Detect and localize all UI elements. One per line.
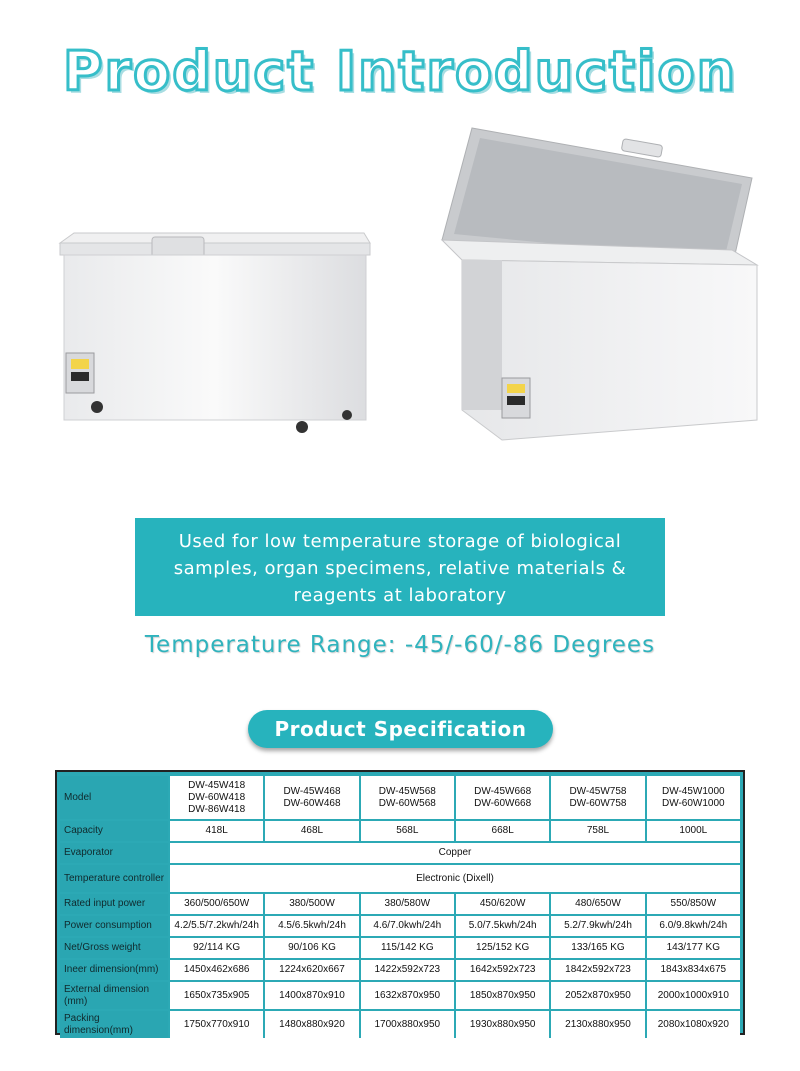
spec-cell: 115/142 KG bbox=[359, 938, 454, 958]
spec-cell: DW-45W1000 DW-60W1000 bbox=[645, 776, 740, 819]
spec-cell: 143/177 KG bbox=[645, 938, 740, 958]
spec-cell: 550/850W bbox=[645, 894, 740, 914]
spec-row bbox=[60, 982, 740, 1009]
spec-row bbox=[60, 894, 740, 914]
spec-cell: 2080x1080x920 bbox=[645, 1011, 740, 1038]
spec-cell: DW-45W418 DW-60W418 DW-86W418 bbox=[168, 776, 263, 819]
spec-row bbox=[60, 821, 740, 841]
spec-cell: 568L bbox=[359, 821, 454, 841]
spec-row bbox=[60, 865, 740, 892]
spec-row-label: Capacity bbox=[60, 821, 168, 841]
spec-cell: 2000x1000x910 bbox=[645, 982, 740, 1009]
spec-cell: 1700x880x950 bbox=[359, 1011, 454, 1038]
spec-cell: 90/106 KG bbox=[263, 938, 358, 958]
spec-heading: Product Specification bbox=[248, 710, 553, 748]
spec-cell: 4.5/6.5kwh/24h bbox=[263, 916, 358, 936]
spec-cell: 1000L bbox=[645, 821, 740, 841]
spec-row-label: Ineer dimension(mm) bbox=[60, 960, 168, 980]
spec-cell: 418L bbox=[168, 821, 263, 841]
spec-cell: Electronic (Dixell) bbox=[168, 865, 740, 892]
spec-cell: 1422x592x723 bbox=[359, 960, 454, 980]
spec-row bbox=[60, 960, 740, 980]
spec-cell: DW-45W668 DW-60W668 bbox=[454, 776, 549, 819]
spec-row bbox=[60, 916, 740, 936]
spec-row-label: Model bbox=[60, 776, 168, 819]
spec-row-label: Rated input power bbox=[60, 894, 168, 914]
spec-row bbox=[60, 938, 740, 958]
spec-row-label: External dimension (mm) bbox=[60, 982, 168, 1009]
spec-row bbox=[60, 1011, 740, 1038]
spec-cell: 468L bbox=[263, 821, 358, 841]
spec-cell: 450/620W bbox=[454, 894, 549, 914]
spec-cell: 1450x462x686 bbox=[168, 960, 263, 980]
spec-cell: 1224x620x667 bbox=[263, 960, 358, 980]
spec-row-label: Evaporator bbox=[60, 843, 168, 863]
spec-cell: 4.6/7.0kwh/24h bbox=[359, 916, 454, 936]
spec-cell: 125/152 KG bbox=[454, 938, 549, 958]
spec-cell: 92/114 KG bbox=[168, 938, 263, 958]
spec-table-container bbox=[55, 770, 745, 1035]
spec-cell: 1843x834x675 bbox=[645, 960, 740, 980]
temperature-range: Temperature Range: -45/-60/-86 Degrees bbox=[144, 632, 656, 658]
spec-cell: 4.2/5.5/7.2kwh/24h bbox=[168, 916, 263, 936]
spec-cell: 1650x735x905 bbox=[168, 982, 263, 1009]
spec-cell: 668L bbox=[454, 821, 549, 841]
spec-row bbox=[60, 843, 740, 863]
spec-cell: 360/500/650W bbox=[168, 894, 263, 914]
spec-cell: 380/500W bbox=[263, 894, 358, 914]
open-freezer-image bbox=[432, 120, 762, 445]
spec-row bbox=[60, 776, 740, 819]
spec-row-label: Net/Gross weight bbox=[60, 938, 168, 958]
page-title: Product Introduction bbox=[62, 40, 738, 103]
spec-cell: 2130x880x950 bbox=[549, 1011, 644, 1038]
spec-cell: 380/580W bbox=[359, 894, 454, 914]
spec-cell: 1642x592x723 bbox=[454, 960, 549, 980]
spec-row-label: Packing dimension(mm) bbox=[60, 1011, 168, 1038]
spec-cell: 2052x870x950 bbox=[549, 982, 644, 1009]
spec-cell: 480/650W bbox=[549, 894, 644, 914]
spec-cell: 133/165 KG bbox=[549, 938, 644, 958]
spec-cell: 6.0/9.8kwh/24h bbox=[645, 916, 740, 936]
spec-cell: Copper bbox=[168, 843, 740, 863]
spec-cell: 1480x880x920 bbox=[263, 1011, 358, 1038]
spec-cell: 1750x770x910 bbox=[168, 1011, 263, 1038]
spec-cell: 1632x870x950 bbox=[359, 982, 454, 1009]
spec-cell: 1842x592x723 bbox=[549, 960, 644, 980]
spec-table bbox=[60, 774, 740, 1040]
spec-cell: DW-45W758 DW-60W758 bbox=[549, 776, 644, 819]
spec-cell: 1400x870x910 bbox=[263, 982, 358, 1009]
spec-cell: DW-45W468 DW-60W468 bbox=[263, 776, 358, 819]
spec-cell: 1850x870x950 bbox=[454, 982, 549, 1009]
closed-freezer-image bbox=[52, 225, 377, 437]
spec-cell: 5.2/7.9kwh/24h bbox=[549, 916, 644, 936]
spec-cell: 758L bbox=[549, 821, 644, 841]
description-box: Used for low temperature storage of biological samples, organ specimens, relative materials & reagents at laboratory bbox=[135, 518, 665, 616]
spec-cell: 1930x880x950 bbox=[454, 1011, 549, 1038]
spec-cell: 5.0/7.5kwh/24h bbox=[454, 916, 549, 936]
spec-row-label: Power consumption bbox=[60, 916, 168, 936]
spec-cell: DW-45W568 DW-60W568 bbox=[359, 776, 454, 819]
spec-row-label: Temperature controller bbox=[60, 865, 168, 892]
